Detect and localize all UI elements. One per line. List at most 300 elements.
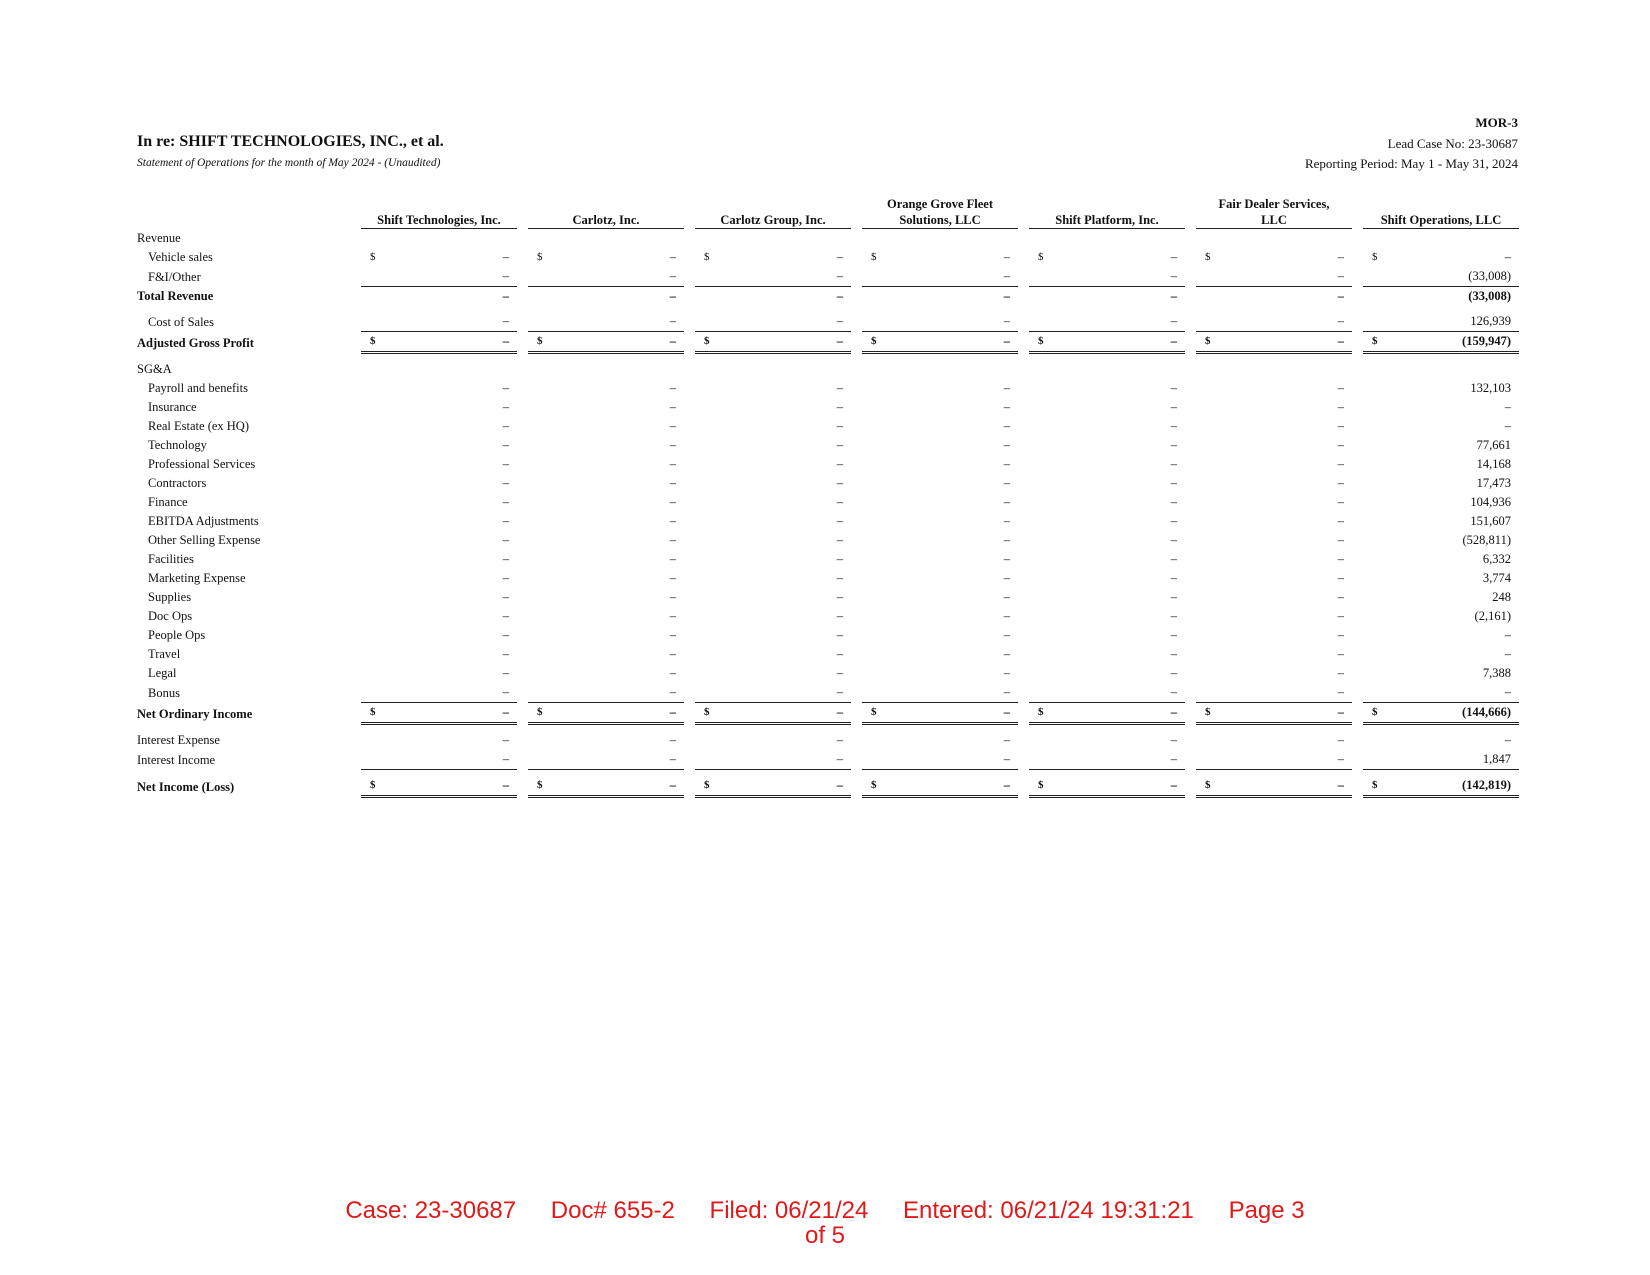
currency-cell xyxy=(361,550,383,569)
column-header: Orange Grove Fleet Solutions, LLC xyxy=(862,192,1018,229)
currency-cell: $ xyxy=(871,251,877,263)
currency-cell xyxy=(528,493,550,512)
value-cell: – xyxy=(836,552,843,566)
currency-cell: $ xyxy=(528,703,550,725)
gap-cell xyxy=(517,731,528,750)
currency-cell xyxy=(1363,287,1385,306)
currency-cell xyxy=(695,360,717,379)
value-cell xyxy=(884,360,1018,379)
currency-cell xyxy=(361,683,383,703)
table-row xyxy=(137,683,1519,703)
value-cell: – xyxy=(1504,400,1511,414)
currency-cell xyxy=(862,626,884,645)
currency-cell: $ xyxy=(528,776,550,798)
value-cell: – xyxy=(1003,514,1010,528)
gap-cell xyxy=(1185,455,1196,474)
currency-cell: $ xyxy=(695,332,717,354)
gap-cell xyxy=(851,436,862,455)
value-cell: – xyxy=(836,647,843,661)
currency-cell xyxy=(695,626,717,645)
column-header: Fair Dealer Services, LLC xyxy=(1196,192,1352,229)
row-label: Net Income (Loss) xyxy=(137,779,235,794)
row-label: Professional Services xyxy=(148,457,256,471)
gap-cell xyxy=(684,607,695,626)
currency-cell xyxy=(695,455,717,474)
currency-cell xyxy=(528,287,550,306)
value-cell: – xyxy=(502,400,509,414)
value-cell: – xyxy=(884,776,1018,798)
value-cell: – xyxy=(669,628,676,642)
currency-cell xyxy=(1363,417,1385,436)
value-cell: – xyxy=(502,381,509,395)
value-cell: – xyxy=(502,533,509,547)
value-cell: – xyxy=(884,703,1018,725)
currency-cell xyxy=(695,664,717,683)
gap-cell xyxy=(684,474,695,493)
currency-cell xyxy=(528,569,550,588)
currency-cell xyxy=(1363,731,1385,750)
currency-cell xyxy=(695,550,717,569)
currency-cell: $ xyxy=(1205,251,1211,263)
value-cell: – xyxy=(1051,750,1185,770)
value-cell: – xyxy=(502,552,509,566)
reporting-period: Reporting Period: May 1 - May 31, 2024 xyxy=(1304,156,1518,171)
row-label: Interest Expense xyxy=(137,733,220,747)
gap-cell xyxy=(851,287,862,306)
gap-cell xyxy=(1018,229,1029,248)
value-cell: – xyxy=(1337,533,1344,547)
gap-cell xyxy=(1185,683,1196,703)
gap-cell xyxy=(1018,493,1029,512)
currency-cell xyxy=(1363,569,1385,588)
value-cell: – xyxy=(836,419,843,433)
gap-cell xyxy=(851,645,862,664)
value-cell: – xyxy=(884,267,1018,287)
value-cell: – xyxy=(1337,438,1344,452)
value-cell: – xyxy=(1337,571,1344,585)
gap-cell xyxy=(1018,683,1029,703)
gap-cell xyxy=(517,569,528,588)
column-header: Carlotz Group, Inc. xyxy=(695,192,851,229)
row-label: SG&A xyxy=(137,362,172,376)
currency-cell: $ xyxy=(1196,776,1218,798)
currency-cell xyxy=(1196,287,1218,306)
value-cell: – xyxy=(669,381,676,395)
gap-cell xyxy=(1352,248,1363,267)
gap-cell xyxy=(517,287,528,306)
stamp-page: Page 3 xyxy=(1228,1197,1305,1224)
currency-cell xyxy=(695,512,717,531)
value-cell: – xyxy=(1003,457,1010,471)
gap-cell xyxy=(1018,436,1029,455)
gap-cell xyxy=(517,360,528,379)
table-row xyxy=(137,750,1519,770)
gap-cell xyxy=(684,248,695,267)
currency-cell xyxy=(528,731,550,750)
value-cell: – xyxy=(502,495,509,509)
currency-cell xyxy=(1029,645,1051,664)
currency-cell: $ xyxy=(361,776,383,798)
currency-cell xyxy=(862,664,884,683)
currency-cell xyxy=(695,379,717,398)
currency-cell xyxy=(1029,683,1051,703)
row-label: People Ops xyxy=(148,628,206,642)
value-cell: – xyxy=(717,312,851,332)
gap-cell xyxy=(1352,776,1363,798)
value-cell: – xyxy=(1170,590,1177,604)
value-cell: – xyxy=(884,683,1018,703)
currency-cell: $ xyxy=(528,332,550,354)
currency-cell xyxy=(1363,493,1385,512)
gap-cell xyxy=(517,332,528,354)
value-cell: – xyxy=(836,590,843,604)
currency-cell xyxy=(695,267,717,287)
currency-cell xyxy=(695,750,717,770)
gap-cell xyxy=(1018,474,1029,493)
gap-cell xyxy=(684,703,695,725)
value-cell xyxy=(1051,360,1185,379)
value-cell: – xyxy=(1170,476,1177,490)
currency-cell xyxy=(361,312,383,332)
currency-cell xyxy=(1029,607,1051,626)
value-cell: – xyxy=(1218,332,1352,354)
value-cell: – xyxy=(669,533,676,547)
row-label: Bonus xyxy=(148,685,180,700)
currency-cell xyxy=(528,512,550,531)
value-cell: 77,661 xyxy=(1476,438,1511,452)
currency-cell xyxy=(1363,645,1385,664)
currency-cell xyxy=(361,436,383,455)
currency-cell xyxy=(1196,398,1218,417)
gap-cell xyxy=(851,417,862,436)
value-cell: – xyxy=(717,267,851,287)
gap-cell xyxy=(1185,607,1196,626)
currency-cell xyxy=(695,683,717,703)
currency-cell xyxy=(1029,398,1051,417)
value-cell: – xyxy=(669,514,676,528)
currency-cell xyxy=(1363,229,1385,248)
row-label: Real Estate (ex HQ) xyxy=(148,419,250,433)
gap-cell xyxy=(1185,531,1196,550)
value-cell xyxy=(1218,360,1352,379)
gap-cell xyxy=(684,267,695,287)
value-cell: – xyxy=(1504,419,1511,433)
gap-cell xyxy=(517,267,528,287)
value-cell: – xyxy=(1337,609,1344,623)
currency-cell: $ xyxy=(537,251,543,263)
value-cell: 3,774 xyxy=(1482,571,1511,585)
table-row xyxy=(137,731,1519,750)
statement-of-operations-table xyxy=(137,192,1519,798)
value-cell: – xyxy=(1170,438,1177,452)
currency-cell: $ xyxy=(1196,332,1218,354)
currency-cell xyxy=(528,626,550,645)
gap-cell xyxy=(1185,512,1196,531)
row-label: Revenue xyxy=(137,231,181,245)
currency-cell xyxy=(528,417,550,436)
value-cell: – xyxy=(1003,419,1010,433)
gap-cell xyxy=(517,312,528,332)
gap-cell xyxy=(851,312,862,332)
currency-cell xyxy=(1196,512,1218,531)
currency-cell xyxy=(1029,360,1051,379)
row-label: Payroll and benefits xyxy=(148,381,248,395)
value-cell: – xyxy=(717,332,851,354)
currency-cell xyxy=(361,569,383,588)
currency-cell xyxy=(862,750,884,770)
currency-cell xyxy=(862,474,884,493)
currency-cell xyxy=(528,683,550,703)
currency-cell xyxy=(1196,588,1218,607)
gap-cell xyxy=(1352,455,1363,474)
gap-cell xyxy=(1185,750,1196,770)
currency-cell xyxy=(1029,750,1051,770)
currency-cell xyxy=(1196,683,1218,703)
gap-cell xyxy=(1018,607,1029,626)
gap-cell xyxy=(1352,550,1363,569)
currency-cell: $ xyxy=(370,251,376,263)
currency-cell xyxy=(528,379,550,398)
row-label: Facilities xyxy=(148,552,194,566)
gap-cell xyxy=(517,417,528,436)
gap-cell xyxy=(517,607,528,626)
value-cell: – xyxy=(550,332,684,354)
gap-cell xyxy=(851,626,862,645)
column-header: Shift Technologies, Inc. xyxy=(361,192,517,229)
currency-cell xyxy=(1363,607,1385,626)
gap-cell xyxy=(1018,731,1029,750)
gap-cell xyxy=(1185,776,1196,798)
value-cell: – xyxy=(1337,552,1344,566)
gap-cell xyxy=(1352,731,1363,750)
label-header xyxy=(137,192,361,229)
currency-cell xyxy=(1196,229,1218,248)
gap-cell xyxy=(517,588,528,607)
value-cell: – xyxy=(1003,400,1010,414)
currency-cell xyxy=(361,664,383,683)
stamp-case: Case: 23-30687 xyxy=(345,1197,517,1224)
value-cell: – xyxy=(383,267,517,287)
currency-cell xyxy=(862,436,884,455)
value-cell: – xyxy=(884,332,1018,354)
gap-cell xyxy=(684,493,695,512)
table-row xyxy=(137,267,1519,287)
value-cell: – xyxy=(1003,250,1010,264)
table-row xyxy=(137,379,1519,398)
gap-cell xyxy=(1018,267,1029,287)
value-cell: 126,939 xyxy=(1385,312,1519,332)
gap-cell xyxy=(1185,229,1196,248)
gap-cell xyxy=(517,379,528,398)
currency-cell xyxy=(361,360,383,379)
gap-cell xyxy=(851,267,862,287)
value-cell: – xyxy=(669,733,676,747)
currency-cell xyxy=(1029,267,1051,287)
gap-cell xyxy=(1018,626,1029,645)
value-cell: – xyxy=(669,552,676,566)
currency-cell xyxy=(862,683,884,703)
value-cell: 1,847 xyxy=(1385,750,1519,770)
value-cell: – xyxy=(1337,514,1344,528)
gap-cell xyxy=(684,287,695,306)
currency-cell xyxy=(1029,493,1051,512)
row-label: Vehicle sales xyxy=(148,250,213,264)
value-cell: – xyxy=(1003,571,1010,585)
column-header: Shift Operations, LLC xyxy=(1363,192,1519,229)
gap-cell xyxy=(684,332,695,354)
currency-cell xyxy=(1196,645,1218,664)
value-cell: – xyxy=(1170,533,1177,547)
gap-cell xyxy=(1352,436,1363,455)
value-cell: – xyxy=(550,267,684,287)
value-cell: – xyxy=(1003,476,1010,490)
currency-cell xyxy=(528,360,550,379)
value-cell: – xyxy=(1003,438,1010,452)
table-row xyxy=(137,569,1519,588)
value-cell: – xyxy=(669,419,676,433)
row-label: Supplies xyxy=(148,590,192,604)
gap-cell xyxy=(517,626,528,645)
value-cell: – xyxy=(836,733,843,747)
gap-cell xyxy=(517,512,528,531)
gap-cell xyxy=(1185,474,1196,493)
gap-cell xyxy=(1185,267,1196,287)
value-cell: – xyxy=(669,647,676,661)
value-cell: – xyxy=(383,683,517,703)
currency-cell xyxy=(1196,550,1218,569)
value-cell: – xyxy=(884,750,1018,770)
value-cell xyxy=(884,229,1018,248)
currency-cell xyxy=(1196,379,1218,398)
value-cell: – xyxy=(1337,457,1344,471)
value-cell: – xyxy=(1218,703,1352,725)
gap-cell xyxy=(1352,312,1363,332)
value-cell xyxy=(550,229,684,248)
value-cell: – xyxy=(669,666,676,680)
currency-cell xyxy=(361,493,383,512)
currency-cell xyxy=(1363,312,1385,332)
table-row xyxy=(137,664,1519,683)
currency-cell xyxy=(1363,683,1385,703)
gap-cell xyxy=(1018,588,1029,607)
gap-cell xyxy=(1185,332,1196,354)
gap-cell xyxy=(1352,626,1363,645)
currency-cell xyxy=(361,607,383,626)
table-row xyxy=(137,287,1519,306)
gap-cell xyxy=(1018,455,1029,474)
value-cell xyxy=(550,360,684,379)
value-cell: – xyxy=(502,250,509,264)
currency-cell xyxy=(862,512,884,531)
gap-cell xyxy=(1352,474,1363,493)
gap-cell xyxy=(684,312,695,332)
value-cell: – xyxy=(836,438,843,452)
gap-cell xyxy=(1018,287,1029,306)
currency-cell: $ xyxy=(695,703,717,725)
currency-cell xyxy=(862,645,884,664)
gap-cell xyxy=(1352,607,1363,626)
form-code: MOR-3 xyxy=(1475,115,1518,130)
currency-cell xyxy=(361,750,383,770)
value-cell: – xyxy=(1337,400,1344,414)
value-cell: – xyxy=(1337,250,1344,264)
table-row xyxy=(137,436,1519,455)
currency-cell xyxy=(1363,474,1385,493)
table-row xyxy=(137,312,1519,332)
currency-cell xyxy=(695,229,717,248)
gap-cell xyxy=(517,776,528,798)
value-cell xyxy=(1218,229,1352,248)
currency-cell xyxy=(1363,588,1385,607)
value-cell: – xyxy=(1218,750,1352,770)
currency-cell xyxy=(1029,417,1051,436)
gap-cell xyxy=(684,569,695,588)
currency-cell: $ xyxy=(1372,251,1378,263)
gap-cell xyxy=(517,493,528,512)
gap-cell xyxy=(517,664,528,683)
gap-cell xyxy=(684,683,695,703)
gap-cell xyxy=(1185,379,1196,398)
value-cell xyxy=(1051,229,1185,248)
value-cell: 14,168 xyxy=(1476,457,1511,471)
currency-cell xyxy=(862,287,884,306)
currency-cell xyxy=(1196,626,1218,645)
currency-cell xyxy=(361,645,383,664)
currency-cell: $ xyxy=(862,703,884,725)
gap-cell xyxy=(1185,550,1196,569)
value-cell: – xyxy=(669,571,676,585)
currency-cell xyxy=(361,267,383,287)
table-row xyxy=(137,626,1519,645)
value-cell: – xyxy=(1170,733,1177,747)
gap-cell xyxy=(1185,493,1196,512)
gap-cell xyxy=(851,776,862,798)
value-cell: – xyxy=(1003,666,1010,680)
currency-cell: $ xyxy=(1029,332,1051,354)
value-cell: – xyxy=(1051,683,1185,703)
value-cell: – xyxy=(550,750,684,770)
currency-cell xyxy=(1029,531,1051,550)
value-cell: – xyxy=(669,495,676,509)
gap-cell xyxy=(1352,531,1363,550)
value-cell: – xyxy=(669,438,676,452)
value-cell: – xyxy=(836,381,843,395)
currency-cell xyxy=(361,287,383,306)
currency-cell xyxy=(528,588,550,607)
currency-cell: $ xyxy=(361,703,383,725)
gap-cell xyxy=(1352,332,1363,354)
value-cell: – xyxy=(836,457,843,471)
gap-cell xyxy=(1185,588,1196,607)
currency-cell xyxy=(1196,664,1218,683)
value-cell: – xyxy=(1170,647,1177,661)
value-cell: – xyxy=(836,250,843,264)
currency-cell xyxy=(528,750,550,770)
gap-cell xyxy=(851,703,862,725)
currency-cell xyxy=(1196,531,1218,550)
currency-cell xyxy=(361,474,383,493)
value-cell: – xyxy=(1337,419,1344,433)
currency-cell xyxy=(1196,493,1218,512)
value-cell: – xyxy=(1337,666,1344,680)
value-cell: – xyxy=(1003,495,1010,509)
value-cell: – xyxy=(502,590,509,604)
gap-cell xyxy=(1185,436,1196,455)
value-cell: – xyxy=(1337,733,1344,747)
value-cell: – xyxy=(1170,457,1177,471)
value-cell: 6,332 xyxy=(1482,552,1511,566)
value-cell: – xyxy=(669,250,676,264)
